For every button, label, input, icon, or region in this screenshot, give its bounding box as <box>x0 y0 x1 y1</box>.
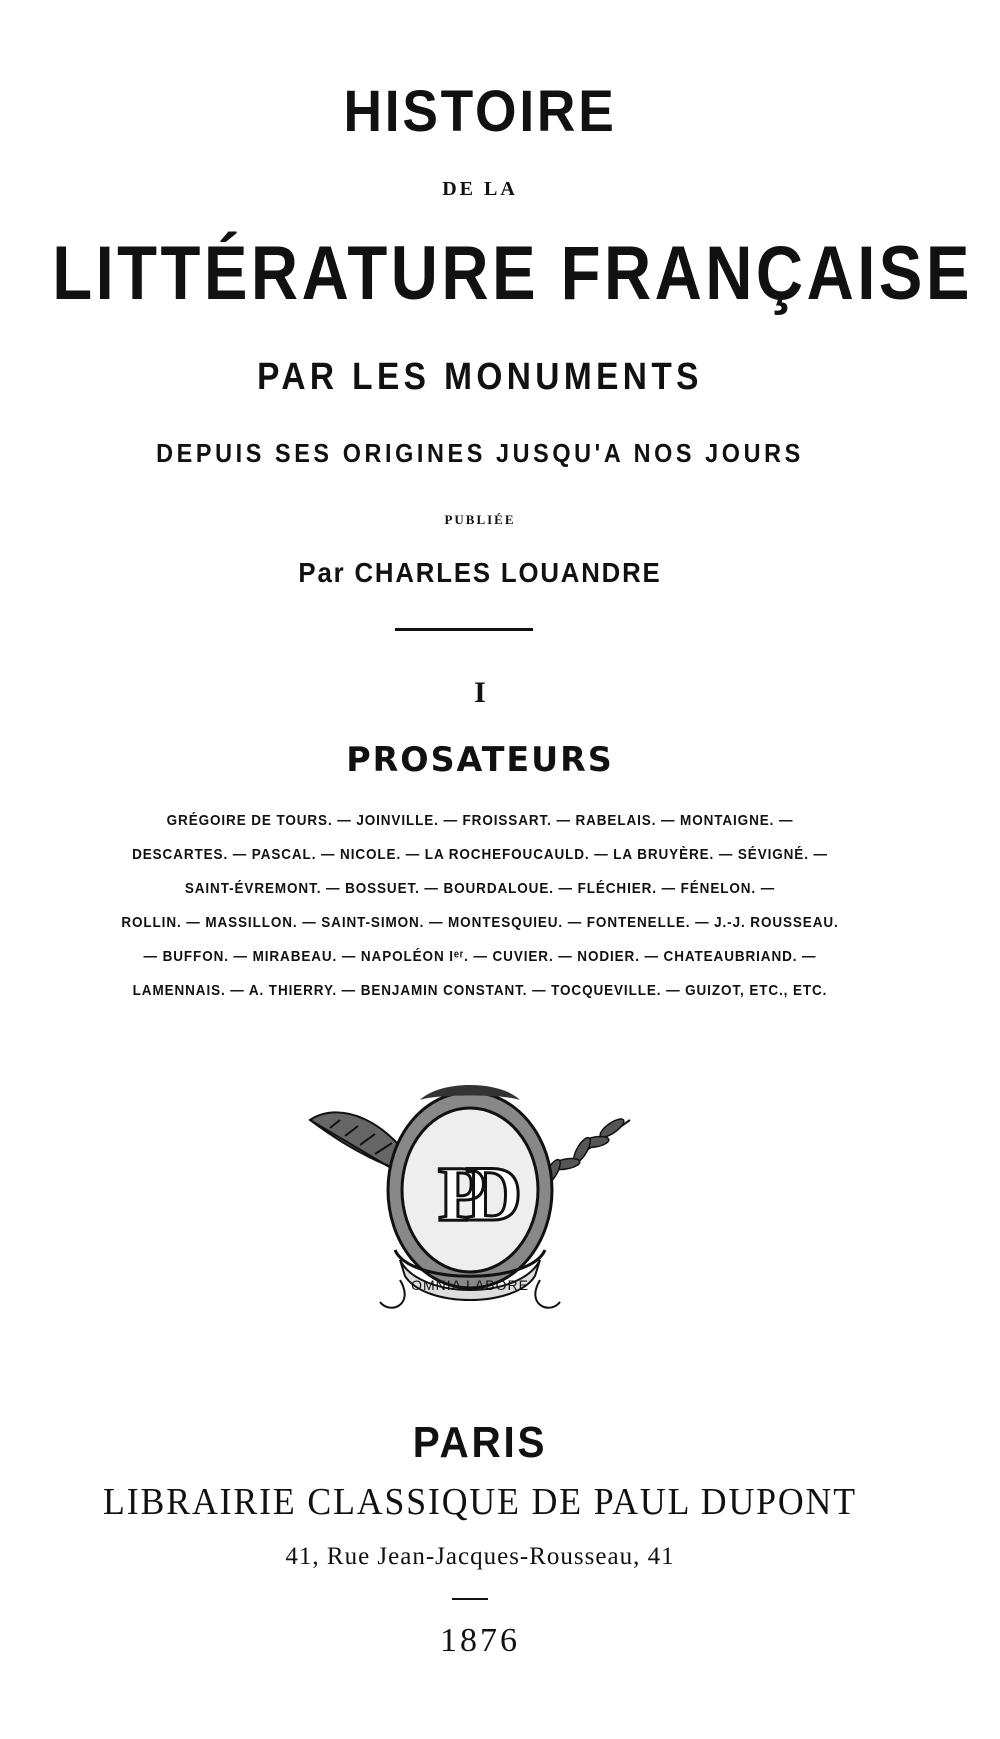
title-line-de-la: DE LA <box>442 178 518 200</box>
authors-line: ROLLIN. — MASSILLON. — SAINT-SIMON. — MONTESQUIEU. — FONTENELLE. — J.-J. ROUSSEAU. <box>121 914 839 931</box>
title-line-par-les-monuments: PAR LES MONUMENTS <box>257 356 703 398</box>
title-line-histoire: HISTOIRE <box>343 79 617 144</box>
volume-number: I <box>474 676 486 709</box>
publiee-label: PUBLIÉE <box>444 512 516 527</box>
title-line-litterature-francaise: LITTÉRATURE FRANÇAISE <box>52 231 973 316</box>
title-divider-rule <box>395 628 533 631</box>
publisher-emblem <box>300 1080 640 1320</box>
imprint-divider-rule <box>452 1598 488 1600</box>
authors-line: — BUFFON. — MIRABEAU. — NAPOLÉON Iᵉʳ. — CUVIER. — NODIER. — CHATEAUBRIAND. — <box>143 948 817 965</box>
imprint-address: 41, Rue Jean-Jacques-Rousseau, 41 <box>285 1543 675 1570</box>
author-line: Par CHARLES LOUANDRE <box>298 557 662 588</box>
emblem-motto: OMNIA LABORE <box>411 1277 529 1293</box>
emblem-monogram: PD <box>438 1150 502 1237</box>
section-heading: PROSATEURS <box>346 740 614 780</box>
authors-line: DESCARTES. — PASCAL. — NICOLE. — LA ROCHEFOUCAULD. — LA BRUYÈRE. — SÉVIGNÉ. — <box>132 846 828 863</box>
imprint-city: PARIS <box>412 1418 548 1467</box>
authors-line: GRÉGOIRE DE TOURS. — JOINVILLE. — FROISSART. — RABELAIS. — MONTAIGNE. — <box>166 812 794 829</box>
authors-line: LAMENNAIS. — A. THIERRY. — BENJAMIN CONSTANT. — TOCQUEVILLE. — GUIZOT, ETC., ETC. <box>132 982 828 999</box>
authors-line: SAINT-ÉVREMONT. — BOSSUET. — BOURDALOUE. — FLÉCHIER. — FÉNELON. — <box>184 880 776 897</box>
title-line-depuis: DEPUIS SES ORIGINES JUSQU'A NOS JOURS <box>156 438 804 468</box>
imprint-year: 1876 <box>440 1622 520 1659</box>
imprint-publisher: LIBRAIRIE CLASSIQUE DE PAUL DUPONT <box>103 1481 857 1523</box>
